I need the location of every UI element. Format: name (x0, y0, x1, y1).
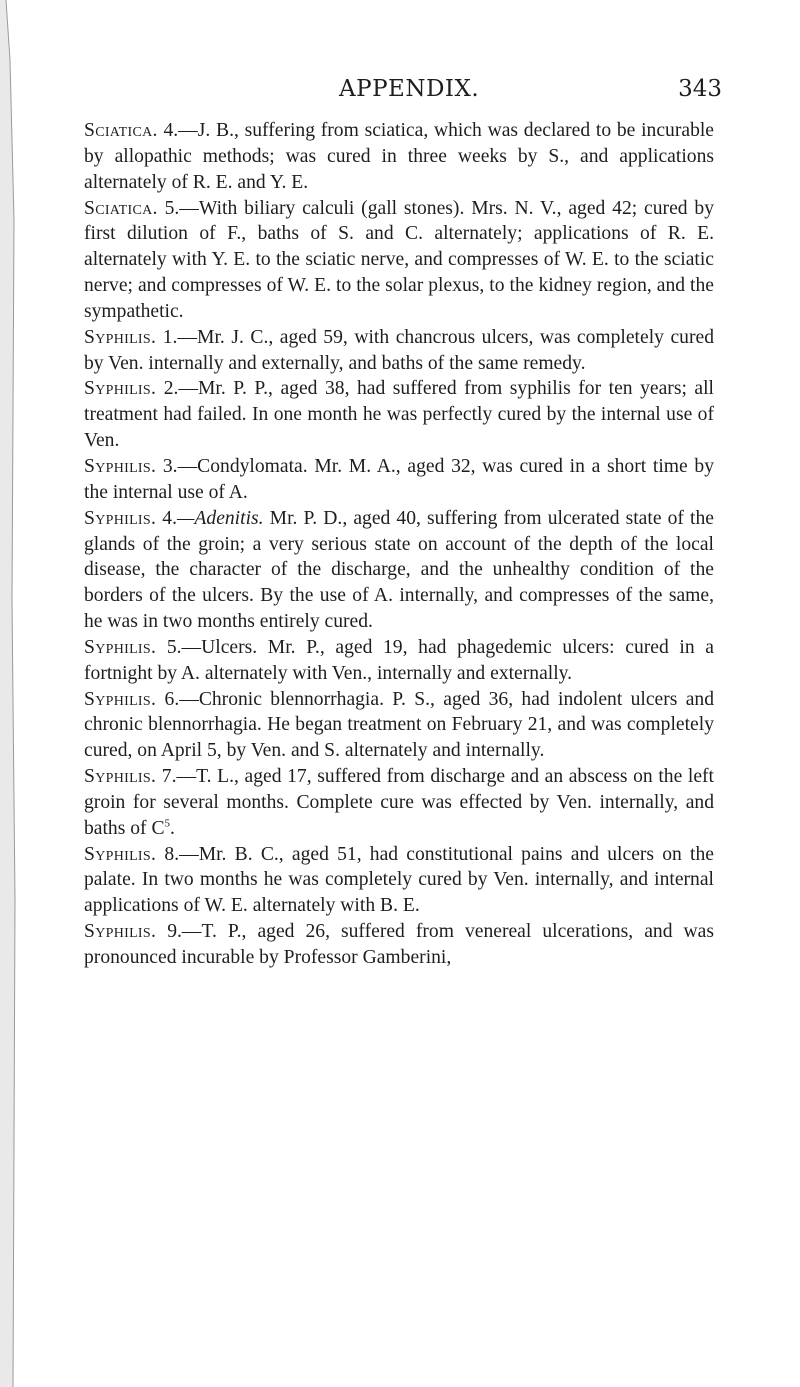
case-text: —T. P., aged 26, suffered from venereal ulcerations, and was pronounced incurable by Professor Gamberini, (84, 921, 715, 968)
running-header (0, 76, 800, 106)
case-number: 2. (163, 378, 179, 400)
case-label: Syphilis. (84, 636, 157, 658)
case-label: Syphilis. (84, 688, 157, 710)
case-text-tail: . (170, 817, 175, 839)
case-label: Syphilis. (84, 766, 157, 788)
case-number: 4. (162, 507, 177, 529)
case-label: Syphilis. (84, 455, 157, 477)
case-label: Syphilis. (84, 378, 157, 400)
case-entry (84, 842, 714, 920)
case-text: —Chronic blennorrhagia. P. S., aged 36, had indolent ulcers and chronic blennorrhagia. He began treatment on February 21, and was completely cured, on April 5, by Ven. and S. alternately and internally. (84, 688, 715, 762)
case-italic-heading: —Adenitis. (177, 507, 264, 529)
page-number: 343 (678, 76, 722, 102)
case-entry (84, 325, 714, 377)
case-number: 9. (167, 921, 182, 943)
case-entry (84, 454, 714, 506)
case-label: Sciatica. (84, 197, 158, 219)
page-edge-shadow (0, 0, 18, 1387)
case-label: Syphilis. (84, 921, 157, 943)
case-label: Sciatica. (84, 120, 158, 141)
case-number: 7. (161, 766, 177, 788)
case-number: 1. (162, 326, 178, 348)
case-entry (84, 764, 714, 842)
case-text: —Mr. J. C., aged 59, with chancrous ulcers, was completely cured by Ven. internally and externally, and baths of the same remedy. (84, 326, 714, 374)
case-label: Syphilis. (84, 843, 157, 865)
superscript: 5 (164, 817, 171, 830)
case-number: 5. (164, 197, 180, 219)
case-entry (84, 919, 714, 971)
case-entry (84, 687, 714, 765)
case-number: 3. (162, 455, 178, 477)
case-entry (84, 506, 714, 635)
case-text: Mr. P. D., aged 40, suffering from ulcerated state of the glands of the groin; a very serious state on account of the depth of the local disease, the character of the discharge, and the unhealthy condition of the borders of the ulcers. By the use of A. internally, and compresses of the same, he was in two months entirely cured. (84, 507, 714, 633)
case-label: Syphilis. (84, 507, 157, 529)
case-text: —Ulcers. Mr. P., aged 19, had phagedemic ulcers: cured in a fortnight by A. alternately with Ven., internally and externally. (84, 636, 714, 684)
case-number: 4. (163, 120, 179, 141)
case-text: —Mr. P. P., aged 38, had suffered from syphilis for ten years; all treatment had failed. In one month he was perfectly cured by the internal use of Ven. (84, 378, 714, 452)
header-title: APPENDIX. (339, 76, 480, 102)
case-entry (84, 635, 714, 687)
case-text: —J. B., suffering from sciatica, which was declared to be incurable by allopathic methods; was cured in three weeks by S., and applications alternately of R. E. and Y. E. (84, 120, 714, 193)
case-text: —With biliary calculi (gall stones). Mrs. N. V., aged 42; cured by first dilution of F., baths of S. and C. alternately; applications of R. E. alternately with Y. E. to the sciatic nerve, and compresses of W. E. to the sciatic nerve; and compresses of W. E. to the solar plexus, to the kidney region, and the sympathetic. (84, 197, 715, 322)
case-label: Syphilis. (84, 326, 157, 348)
case-number: 6. (164, 688, 180, 710)
case-text: —T. L., aged 17, suffered from discharge and an abscess on the left groin for several months. Complete cure was effected by Ven. internally, and baths of C (84, 766, 714, 839)
case-entry (84, 196, 714, 325)
case-entry (84, 118, 714, 196)
case-entry (84, 376, 714, 454)
case-number: 5. (166, 636, 182, 658)
case-text: —Mr. B. C., aged 51, had constitutional pains and ulcers on the palate. In two months he was completely cured by Ven. internally, and internal applications of W. E. alternately with B. E. (84, 843, 714, 917)
case-text: —Condylomata. Mr. M. A., aged 32, was cured in a short time by the internal use of A. (84, 455, 714, 503)
case-number: 8. (164, 843, 180, 865)
text-body (84, 118, 714, 971)
